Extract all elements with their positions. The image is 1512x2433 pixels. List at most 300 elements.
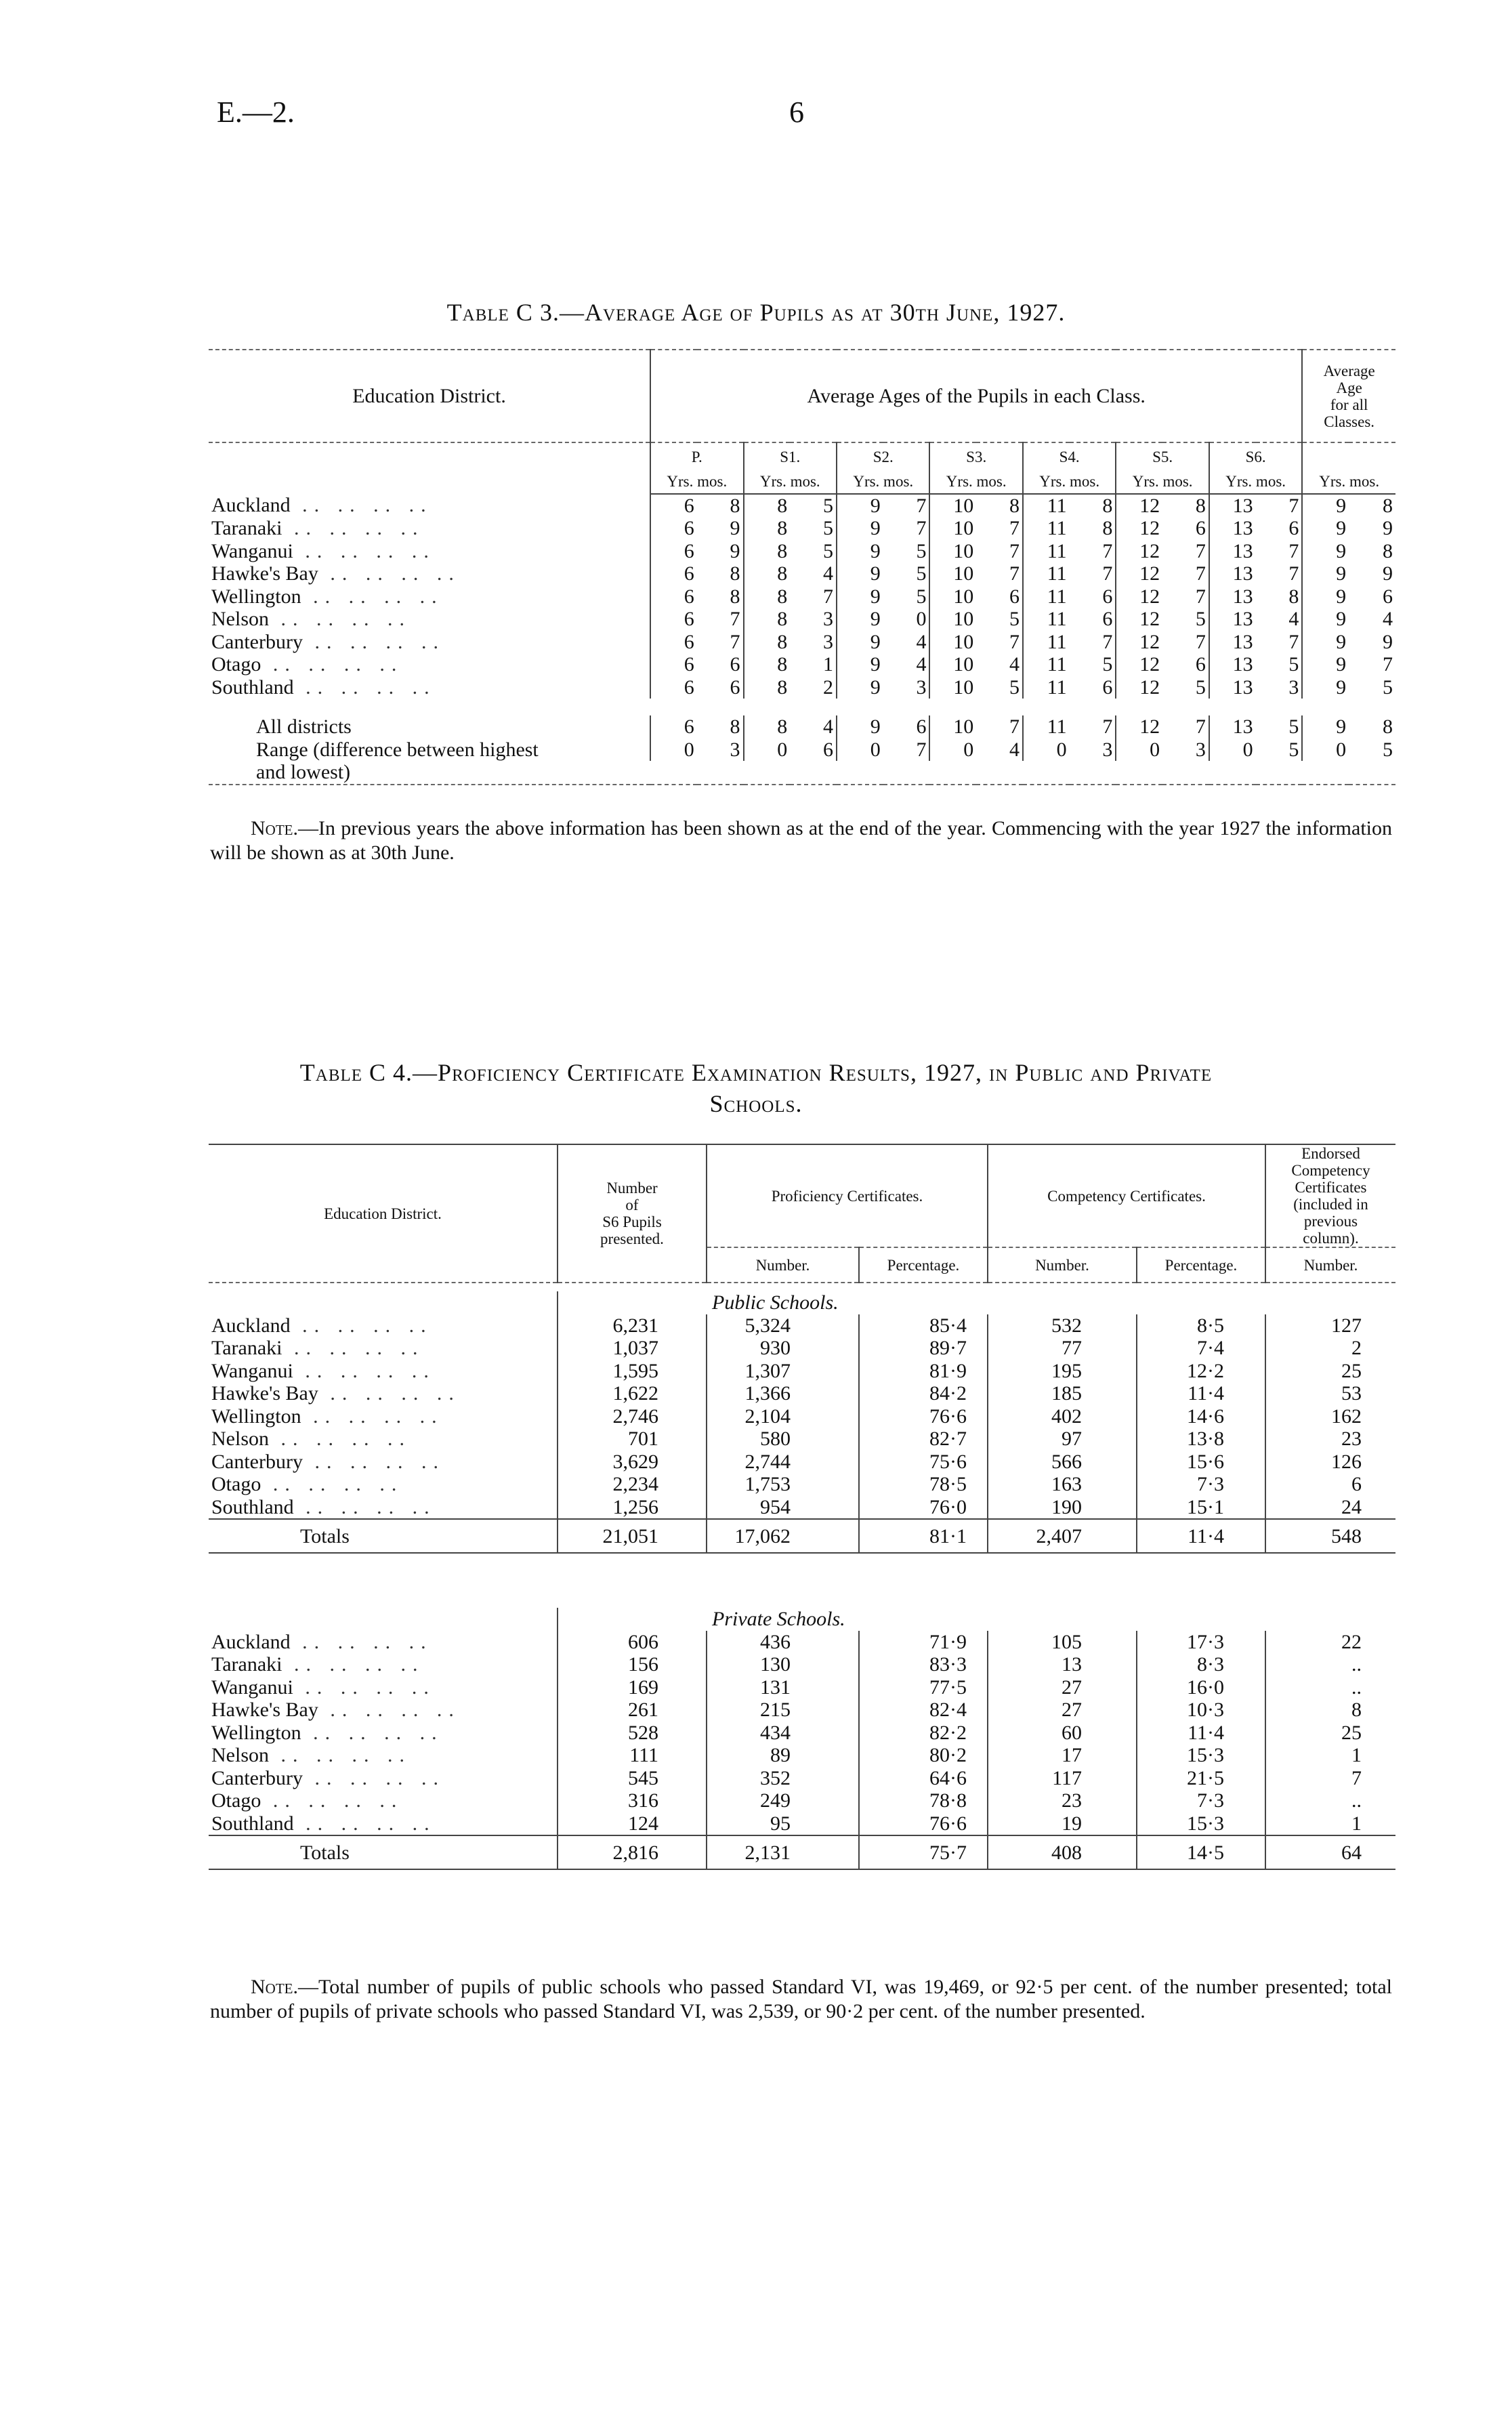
district-name: Taranaki .. .. .. .. bbox=[211, 517, 425, 540]
age-value: 7 bbox=[1009, 715, 1020, 739]
district-name: Auckland .. .. .. .. bbox=[211, 1630, 433, 1653]
age-value: 1 bbox=[823, 653, 833, 676]
age-value: 10 bbox=[929, 540, 976, 563]
age-value: 0 bbox=[837, 739, 883, 762]
cell-endorsed: .. bbox=[1265, 1789, 1395, 1812]
age-value: 13 bbox=[1209, 608, 1256, 631]
age-value: 7 bbox=[1009, 539, 1020, 562]
age-value: 8 bbox=[744, 608, 791, 631]
age-value: 8 bbox=[744, 715, 791, 739]
age-value: 2 bbox=[823, 675, 833, 699]
district-name: Wellington .. .. .. .. bbox=[211, 1405, 444, 1428]
age-value: 9 bbox=[1302, 540, 1349, 563]
age-value: 10 bbox=[929, 517, 976, 540]
age-value: 7 bbox=[1195, 562, 1206, 585]
age-value: 7 bbox=[1288, 630, 1299, 653]
table-c3-all-districts-row bbox=[209, 715, 1395, 739]
age-value: 9 bbox=[1383, 630, 1393, 653]
age-value: 7 bbox=[730, 608, 740, 631]
cell-comp-num: 27 bbox=[988, 1699, 1137, 1722]
table-c3-unit-label: Yrs. mos. bbox=[650, 470, 743, 494]
table-c3-unit-label: Yrs. mos. bbox=[837, 470, 929, 494]
cell-prof-pct: 77·5 bbox=[859, 1676, 988, 1699]
district-name: Southland .. .. .. .. bbox=[211, 1495, 436, 1518]
table-c3-row bbox=[209, 653, 1395, 676]
cell-comp-pct: 15·1 bbox=[1137, 1496, 1265, 1520]
age-value: 8 bbox=[1102, 517, 1113, 540]
document-code: E.—2. bbox=[217, 96, 295, 129]
age-value: 7 bbox=[916, 517, 927, 540]
age-value: 7 bbox=[1288, 539, 1299, 562]
table-c3-class-header: S3. bbox=[929, 442, 1022, 470]
age-value: 5 bbox=[1009, 675, 1020, 699]
age-value: 10 bbox=[929, 676, 976, 699]
cell-endorsed: 64 bbox=[1265, 1835, 1395, 1869]
age-value: 9 bbox=[1383, 562, 1393, 585]
table-c4-private-row bbox=[209, 1631, 1395, 1654]
cell-comp-num: 77 bbox=[988, 1337, 1137, 1360]
table-c4-public-row bbox=[209, 1496, 1395, 1520]
cell-prof-pct: 82·7 bbox=[859, 1428, 988, 1451]
cell-presented: 606 bbox=[558, 1631, 707, 1654]
age-value: 3 bbox=[1288, 675, 1299, 699]
cell-endorsed: 162 bbox=[1265, 1405, 1395, 1428]
age-value: 6 bbox=[650, 540, 697, 563]
cell-endorsed: 1 bbox=[1265, 1812, 1395, 1836]
cell-prof-num: 95 bbox=[707, 1812, 859, 1836]
age-value: 8 bbox=[1102, 494, 1113, 517]
age-value: 7 bbox=[916, 738, 927, 761]
cell-prof-num: 2,131 bbox=[707, 1835, 859, 1869]
table-c4-private-totals-row bbox=[209, 1835, 1395, 1869]
district-name: Taranaki .. .. .. .. bbox=[211, 1337, 425, 1360]
cell-prof-pct: 84·2 bbox=[859, 1382, 988, 1405]
table-c3-class-header: S4. bbox=[1023, 442, 1116, 470]
age-value: 8 bbox=[1009, 494, 1020, 517]
table-c3-classes-header: Average Ages of the Pupils in each Class. bbox=[650, 350, 1302, 442]
age-value: 6 bbox=[650, 608, 697, 631]
table-c4-public-row bbox=[209, 1382, 1395, 1405]
cell-comp-num: 97 bbox=[988, 1428, 1137, 1451]
age-value: 8 bbox=[744, 585, 791, 608]
table-c3-district-header: Education District. bbox=[209, 350, 650, 442]
table-c3-class-header: P. bbox=[650, 442, 743, 470]
age-value: 8 bbox=[730, 585, 740, 608]
cell-comp-pct: 7·3 bbox=[1137, 1473, 1265, 1496]
cell-endorsed: 25 bbox=[1265, 1722, 1395, 1745]
cell-comp-num: 2,407 bbox=[988, 1519, 1137, 1553]
age-value: 13 bbox=[1209, 653, 1256, 676]
age-value: 9 bbox=[1302, 715, 1349, 739]
age-value: 8 bbox=[744, 540, 791, 563]
table-c3-title: Table C 3.—Average Age of Pupils as at 30th June, 1927. bbox=[446, 299, 1066, 326]
district-name: Wanganui .. .. .. .. bbox=[211, 1676, 436, 1699]
cell-comp-pct: 15·3 bbox=[1137, 1812, 1265, 1836]
cell-prof-num: 5,324 bbox=[707, 1314, 859, 1337]
cell-prof-pct: 85·4 bbox=[859, 1314, 988, 1337]
age-value: 0 bbox=[1209, 739, 1256, 762]
table-c3-row bbox=[209, 676, 1395, 699]
age-value: 13 bbox=[1209, 631, 1256, 654]
age-value: 12 bbox=[1116, 608, 1162, 631]
age-value: 10 bbox=[929, 562, 976, 585]
cell-presented: 261 bbox=[558, 1699, 707, 1722]
age-value: 9 bbox=[1302, 631, 1349, 654]
cell-endorsed: 127 bbox=[1265, 1314, 1395, 1337]
cell-comp-pct: 8·3 bbox=[1137, 1653, 1265, 1676]
cell-presented: 2,234 bbox=[558, 1473, 707, 1496]
age-value: 11 bbox=[1023, 585, 1070, 608]
page-number: 6 bbox=[789, 96, 804, 129]
cell-presented: 3,629 bbox=[558, 1451, 707, 1474]
cell-comp-num: 408 bbox=[988, 1835, 1137, 1869]
age-value: 9 bbox=[1302, 585, 1349, 608]
age-value: 5 bbox=[1195, 608, 1206, 631]
table-c3-class-header: S2. bbox=[837, 442, 929, 470]
cell-prof-pct: 80·2 bbox=[859, 1744, 988, 1767]
age-value: 6 bbox=[650, 631, 697, 654]
age-value: 9 bbox=[1383, 517, 1393, 540]
cell-comp-pct: 12·2 bbox=[1137, 1360, 1265, 1383]
age-value: 11 bbox=[1023, 517, 1070, 540]
table-c4-comp-number-sub: Number. bbox=[988, 1247, 1137, 1283]
age-value: 0 bbox=[916, 608, 927, 631]
table-c3-class-header: S5. bbox=[1116, 442, 1209, 470]
age-value: 6 bbox=[1288, 517, 1299, 540]
cell-presented: 316 bbox=[558, 1789, 707, 1812]
age-value: 9 bbox=[837, 540, 883, 563]
table-c3-row bbox=[209, 494, 1395, 518]
age-value: 7 bbox=[1009, 562, 1020, 585]
cell-prof-num: 215 bbox=[707, 1699, 859, 1722]
cell-endorsed: 2 bbox=[1265, 1337, 1395, 1360]
age-value: 10 bbox=[929, 653, 976, 676]
district-name: Nelson .. .. .. .. bbox=[211, 1744, 411, 1767]
table-c3-unit-label: Yrs. mos. bbox=[929, 470, 1022, 494]
table-c3-unit-label: Yrs. mos. bbox=[744, 470, 837, 494]
cell-prof-num: 580 bbox=[707, 1428, 859, 1451]
cell-presented: 545 bbox=[558, 1767, 707, 1790]
cell-comp-num: 532 bbox=[988, 1314, 1137, 1337]
age-value: 13 bbox=[1209, 517, 1256, 540]
age-value: 7 bbox=[730, 630, 740, 653]
cell-prof-pct: 89·7 bbox=[859, 1337, 988, 1360]
district-name: Canterbury .. .. .. .. bbox=[211, 1450, 445, 1473]
age-value: 4 bbox=[1288, 608, 1299, 631]
age-value: 6 bbox=[650, 517, 697, 540]
age-value: 9 bbox=[837, 562, 883, 585]
district-name: Southland .. .. .. .. bbox=[211, 1812, 436, 1835]
table-c3-class-header: S1. bbox=[744, 442, 837, 470]
district-name: Wellington .. .. .. .. bbox=[211, 585, 444, 608]
cell-comp-num: 27 bbox=[988, 1676, 1137, 1699]
age-value: 5 bbox=[1383, 738, 1393, 761]
table-c3-row bbox=[209, 608, 1395, 631]
age-value: 7 bbox=[1009, 517, 1020, 540]
cell-comp-pct: 7·4 bbox=[1137, 1337, 1265, 1360]
cell-comp-pct: 15·3 bbox=[1137, 1744, 1265, 1767]
table-c4-title: Table C 4.—Proficiency Certificate Examination Results, 1927, in Public and Private Schools. bbox=[299, 1059, 1213, 1117]
table-c4-public-row bbox=[209, 1428, 1395, 1451]
age-value: 3 bbox=[1102, 738, 1113, 761]
cell-endorsed: 53 bbox=[1265, 1382, 1395, 1405]
cell-prof-pct: 76·0 bbox=[859, 1496, 988, 1520]
age-value: 3 bbox=[916, 675, 927, 699]
cell-presented: 2,746 bbox=[558, 1405, 707, 1428]
age-value: 7 bbox=[1195, 715, 1206, 739]
table-c4-proficiency-header: Proficiency Certificates. bbox=[707, 1144, 988, 1247]
age-value: 8 bbox=[1288, 585, 1299, 608]
age-value: 10 bbox=[929, 494, 976, 518]
age-value: 7 bbox=[1102, 630, 1113, 653]
age-value: 5 bbox=[823, 517, 833, 540]
table-c4-public-row bbox=[209, 1451, 1395, 1474]
cell-prof-num: 1,753 bbox=[707, 1473, 859, 1496]
district-name: Wanganui .. .. .. .. bbox=[211, 1359, 436, 1382]
table-c4-public-row bbox=[209, 1360, 1395, 1383]
age-value: 4 bbox=[1009, 653, 1020, 676]
cell-endorsed: 8 bbox=[1265, 1699, 1395, 1722]
age-value: 12 bbox=[1116, 562, 1162, 585]
cell-endorsed: .. bbox=[1265, 1676, 1395, 1699]
age-value: 6 bbox=[730, 653, 740, 676]
cell-comp-pct: 11·4 bbox=[1137, 1519, 1265, 1553]
cell-presented: 156 bbox=[558, 1653, 707, 1676]
age-value: 13 bbox=[1209, 715, 1256, 739]
age-value: 7 bbox=[1195, 539, 1206, 562]
table-c4-comp-pct-sub: Percentage. bbox=[1137, 1247, 1265, 1283]
age-value: 11 bbox=[1023, 494, 1070, 518]
cell-comp-num: 566 bbox=[988, 1451, 1137, 1474]
age-value: 8 bbox=[1195, 494, 1206, 517]
cell-prof-num: 1,366 bbox=[707, 1382, 859, 1405]
row-label: Range (difference between highest bbox=[256, 738, 539, 761]
age-value: 11 bbox=[1023, 631, 1070, 654]
table-c4-public-row bbox=[209, 1314, 1395, 1337]
age-value: 13 bbox=[1209, 494, 1256, 518]
cell-prof-num: 17,062 bbox=[707, 1519, 859, 1553]
age-value: 0 bbox=[650, 739, 697, 762]
age-value: 9 bbox=[730, 539, 740, 562]
cell-presented: 1,256 bbox=[558, 1496, 707, 1520]
table-c4-prof-pct-sub: Percentage. bbox=[859, 1247, 988, 1283]
cell-endorsed: 126 bbox=[1265, 1451, 1395, 1474]
age-value: 6 bbox=[650, 715, 697, 739]
cell-prof-num: 2,744 bbox=[707, 1451, 859, 1474]
age-value: 13 bbox=[1209, 676, 1256, 699]
age-value: 9 bbox=[1302, 517, 1349, 540]
age-value: 9 bbox=[837, 715, 883, 739]
age-value: 13 bbox=[1209, 585, 1256, 608]
age-value: 12 bbox=[1116, 676, 1162, 699]
age-value: 12 bbox=[1116, 631, 1162, 654]
table-c4-private-row bbox=[209, 1744, 1395, 1767]
district-name: Taranaki .. .. .. .. bbox=[211, 1653, 425, 1676]
age-value: 8 bbox=[1383, 494, 1393, 517]
cell-comp-num: 17 bbox=[988, 1744, 1137, 1767]
age-value: 5 bbox=[1195, 675, 1206, 699]
cell-comp-num: 13 bbox=[988, 1653, 1137, 1676]
cell-prof-pct: 71·9 bbox=[859, 1631, 988, 1654]
age-value: 12 bbox=[1116, 585, 1162, 608]
cell-comp-pct: 15·6 bbox=[1137, 1451, 1265, 1474]
table-c4-private-label: Private Schools. bbox=[712, 1608, 845, 1631]
age-value: 4 bbox=[823, 562, 833, 585]
cell-prof-pct: 75·7 bbox=[859, 1835, 988, 1869]
age-value: 10 bbox=[929, 608, 976, 631]
age-value: 5 bbox=[1009, 608, 1020, 631]
age-value: 11 bbox=[1023, 608, 1070, 631]
cell-comp-num: 23 bbox=[988, 1789, 1137, 1812]
age-value: 9 bbox=[837, 608, 883, 631]
district-name: Hawke's Bay .. .. .. .. bbox=[211, 1699, 461, 1722]
cell-endorsed: 24 bbox=[1265, 1496, 1395, 1520]
age-value: 0 bbox=[1116, 739, 1162, 762]
age-value: 7 bbox=[1383, 653, 1393, 676]
cell-prof-num: 249 bbox=[707, 1789, 859, 1812]
age-value: 8 bbox=[730, 715, 740, 739]
age-value: 5 bbox=[916, 539, 927, 562]
age-value: 5 bbox=[916, 585, 927, 608]
table-c3-class-header: S6. bbox=[1209, 442, 1302, 470]
cell-presented: 124 bbox=[558, 1812, 707, 1836]
cell-endorsed: 1 bbox=[1265, 1744, 1395, 1767]
table-c4-private-row bbox=[209, 1653, 1395, 1676]
cell-prof-pct: 82·2 bbox=[859, 1722, 988, 1745]
age-value: 8 bbox=[1383, 715, 1393, 739]
cell-prof-num: 434 bbox=[707, 1722, 859, 1745]
age-value: 9 bbox=[837, 585, 883, 608]
age-value: 8 bbox=[744, 631, 791, 654]
age-value: 11 bbox=[1023, 540, 1070, 563]
age-value: 5 bbox=[916, 562, 927, 585]
age-value: 12 bbox=[1116, 540, 1162, 563]
cell-presented: 2,816 bbox=[558, 1835, 707, 1869]
cell-comp-pct: 8·5 bbox=[1137, 1314, 1265, 1337]
cell-comp-pct: 17·3 bbox=[1137, 1631, 1265, 1654]
table-c3-row bbox=[209, 562, 1395, 585]
table-c3-unit-label: Yrs. mos. bbox=[1116, 470, 1209, 494]
table-c4-note: Note.—Total number of pupils of public schools who passed Standard VI, was 19,469, or 92·5 per cent. of the number presented; total number of pupils of private schools who passed Standard VI, was 2,539, or 90·2 per cent. of the number presented. bbox=[210, 1976, 1392, 2022]
cell-presented: 701 bbox=[558, 1428, 707, 1451]
table-c4-private-row bbox=[209, 1722, 1395, 1745]
age-value: 8 bbox=[744, 494, 791, 518]
age-value: 7 bbox=[1102, 715, 1113, 739]
age-value: 8 bbox=[744, 676, 791, 699]
cell-comp-pct: 11·4 bbox=[1137, 1382, 1265, 1405]
cell-comp-num: 195 bbox=[988, 1360, 1137, 1383]
age-value: 7 bbox=[1195, 630, 1206, 653]
table-c3-row bbox=[209, 540, 1395, 563]
table-c3-unit-label: Yrs. mos. bbox=[1209, 470, 1302, 494]
age-value: 0 bbox=[1023, 739, 1070, 762]
table-c3-row bbox=[209, 517, 1395, 540]
age-value: 6 bbox=[1102, 608, 1113, 631]
cell-presented: 6,231 bbox=[558, 1314, 707, 1337]
age-value: 5 bbox=[823, 539, 833, 562]
age-value: 9 bbox=[837, 676, 883, 699]
age-value: 13 bbox=[1209, 540, 1256, 563]
cell-endorsed: 6 bbox=[1265, 1473, 1395, 1496]
cell-endorsed: 7 bbox=[1265, 1767, 1395, 1790]
age-value: 9 bbox=[837, 494, 883, 518]
table-c4-public-totals-row bbox=[209, 1519, 1395, 1553]
age-value: 6 bbox=[650, 562, 697, 585]
cell-comp-num: 105 bbox=[988, 1631, 1137, 1654]
table-c3-unit-label: Yrs. mos. bbox=[1023, 470, 1116, 494]
age-value: 8 bbox=[744, 562, 791, 585]
age-value: 9 bbox=[1302, 494, 1349, 518]
cell-comp-pct: 14·5 bbox=[1137, 1835, 1265, 1869]
cell-prof-pct: 78·8 bbox=[859, 1789, 988, 1812]
cell-comp-pct: 13·8 bbox=[1137, 1428, 1265, 1451]
age-value: 5 bbox=[823, 494, 833, 517]
cell-presented: 111 bbox=[558, 1744, 707, 1767]
age-value: 6 bbox=[1195, 517, 1206, 540]
table-c4-public-row bbox=[209, 1337, 1395, 1360]
age-value: 6 bbox=[1102, 585, 1113, 608]
cell-prof-pct: 76·6 bbox=[859, 1812, 988, 1836]
age-value: 11 bbox=[1023, 715, 1070, 739]
cell-prof-num: 954 bbox=[707, 1496, 859, 1520]
age-value: 11 bbox=[1023, 653, 1070, 676]
table-c4-private-row bbox=[209, 1789, 1395, 1812]
cell-presented: 21,051 bbox=[558, 1519, 707, 1553]
age-value: 6 bbox=[650, 494, 697, 518]
age-value: 8 bbox=[730, 494, 740, 517]
cell-endorsed: 25 bbox=[1265, 1360, 1395, 1383]
age-value: 10 bbox=[929, 631, 976, 654]
table-c4-district-header: Education District. bbox=[324, 1205, 442, 1222]
cell-comp-num: 190 bbox=[988, 1496, 1137, 1520]
cell-endorsed: 548 bbox=[1265, 1519, 1395, 1553]
district-name: Nelson .. .. .. .. bbox=[211, 608, 411, 631]
cell-prof-num: 89 bbox=[707, 1744, 859, 1767]
age-value: 7 bbox=[1288, 494, 1299, 517]
age-value: 8 bbox=[730, 562, 740, 585]
age-value: 13 bbox=[1209, 562, 1256, 585]
age-value: 7 bbox=[1102, 539, 1113, 562]
cell-prof-num: 2,104 bbox=[707, 1405, 859, 1428]
district-name: Hawke's Bay .. .. .. .. bbox=[211, 1382, 461, 1405]
age-value: 9 bbox=[837, 653, 883, 676]
district-name: Nelson .. .. .. .. bbox=[211, 1428, 411, 1451]
district-name: Canterbury .. .. .. .. bbox=[211, 630, 445, 653]
age-value: 4 bbox=[916, 630, 927, 653]
cell-prof-num: 130 bbox=[707, 1653, 859, 1676]
district-name: Wanganui .. .. .. .. bbox=[211, 539, 436, 562]
table-c4-presented-header: Number of S6 Pupils presented. bbox=[558, 1144, 707, 1283]
cell-prof-num: 436 bbox=[707, 1631, 859, 1654]
age-value: 12 bbox=[1116, 517, 1162, 540]
age-value: 6 bbox=[916, 715, 927, 739]
age-value: 0 bbox=[744, 739, 791, 762]
age-value: 9 bbox=[1302, 608, 1349, 631]
table-c4-endorsed-header: Endorsed Competency Certificates (included in previous column). bbox=[1265, 1144, 1395, 1247]
cell-comp-num: 402 bbox=[988, 1405, 1137, 1428]
age-value: 7 bbox=[916, 494, 927, 517]
cell-prof-pct: 81·1 bbox=[859, 1519, 988, 1553]
cell-prof-pct: 81·9 bbox=[859, 1360, 988, 1383]
cell-comp-pct: 14·6 bbox=[1137, 1405, 1265, 1428]
cell-comp-pct: 7·3 bbox=[1137, 1789, 1265, 1812]
table-c3-average-header: Average Age for all Classes. bbox=[1302, 350, 1395, 442]
cell-prof-pct: 78·5 bbox=[859, 1473, 988, 1496]
table-c4-private-row bbox=[209, 1676, 1395, 1699]
age-value: 6 bbox=[1383, 585, 1393, 608]
age-value: 10 bbox=[929, 585, 976, 608]
age-value: 6 bbox=[650, 676, 697, 699]
